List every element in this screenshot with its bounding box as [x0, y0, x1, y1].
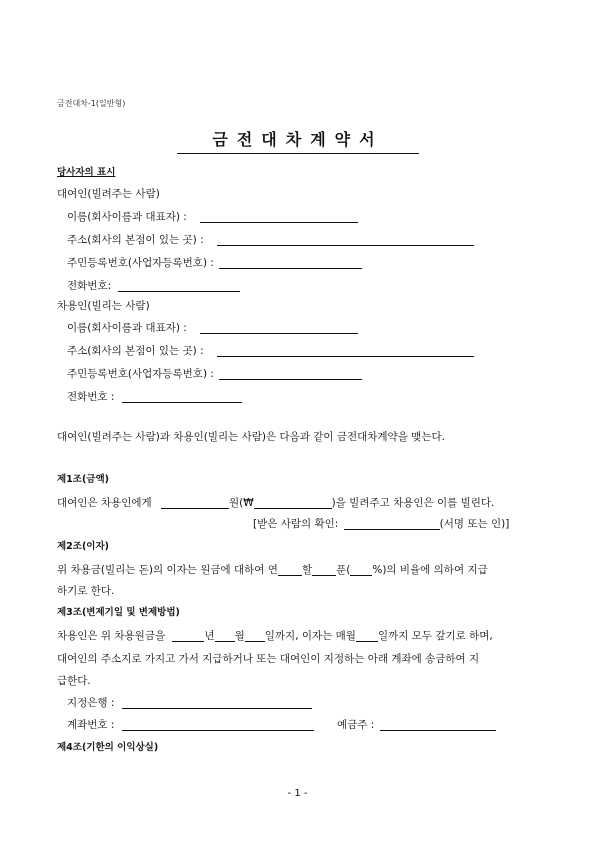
borrower-id-label: 주민등록번호(사업자등록번호) :: [67, 368, 214, 380]
article-1-text-b: 원(₩: [228, 497, 254, 509]
receipt-sign-note: (서명 또는 인)]: [439, 518, 510, 530]
borrower-address-line: [217, 346, 474, 357]
borrower-id-line: [219, 369, 362, 380]
lender-phone-label: 전화번호:: [67, 280, 112, 292]
borrower-address-field[interactable]: [67, 345, 474, 357]
holder-field[interactable]: [337, 719, 496, 731]
borrower-id-field[interactable]: [67, 368, 362, 380]
article-1-text-c: )을 빌려주고 차용인은 이를 빌린다.: [331, 497, 495, 509]
holder-label: 예금주 :: [337, 719, 375, 731]
article-3-text-b: 년: [204, 630, 215, 642]
article-1-line-1: [57, 497, 494, 509]
receipt-signature-blank[interactable]: [344, 519, 440, 530]
article-4-heading: 제4조(기한의 이익상실): [57, 742, 159, 753]
lender-address-label: 주소(회사의 본점이 있는 곳) :: [67, 234, 204, 246]
document-id: 금전대차-1(일반형): [57, 99, 126, 108]
lender-name-label: 이름(회사이름과 대표자) :: [67, 211, 187, 223]
lender-address-field[interactable]: [67, 234, 474, 246]
interest-percent-blank[interactable]: [350, 565, 372, 576]
parties-heading: 당사자의 표시: [57, 167, 116, 178]
article-2-text-d: %)의 비율에 의하여 지급: [372, 564, 488, 576]
bank-label: 지정은행 :: [67, 697, 115, 709]
lender-address-line: [217, 235, 474, 246]
article-2-text-a: 위 차용금(빌리는 돈)의 이자는 원금에 대하여 연: [57, 564, 278, 576]
article-2-heading: 제2조(이자): [57, 541, 110, 552]
borrower-name-field[interactable]: [67, 322, 358, 334]
borrower-name-label: 이름(회사이름과 대표자) :: [67, 322, 187, 334]
document-title: 금전대차계약서: [177, 127, 419, 154]
article-3-line-3: 급한다.: [57, 675, 91, 687]
borrower-phone-label: 전화번호 :: [67, 391, 115, 403]
receipt-confirmation: [253, 518, 509, 530]
article-2-line-1: [57, 564, 488, 576]
lender-id-field[interactable]: [67, 257, 362, 269]
article-3-text-e: 일까지 모두 갚기로 하며,: [377, 630, 493, 642]
article-3-text-c: 월: [234, 630, 245, 642]
due-day-blank[interactable]: [245, 631, 265, 642]
interest-rate-blank-1[interactable]: [278, 565, 302, 576]
amount-number-blank[interactable]: [254, 498, 332, 509]
lender-id-line: [219, 258, 362, 269]
lender-phone-field[interactable]: [67, 280, 240, 292]
article-3-heading: 제3조(변제기일 및 변제방법): [57, 607, 180, 618]
borrower-address-label: 주소(회사의 본점이 있는 곳) :: [67, 345, 204, 357]
borrower-label: 차용인(빌리는 사람): [57, 300, 150, 312]
article-3-text-d: 일까지, 이자는 매월: [264, 630, 356, 642]
receipt-label: [받은 사람의 확인:: [253, 518, 339, 530]
article-1-text-a: 대여인은 차용인에게: [57, 497, 152, 509]
borrower-name-line: [200, 323, 358, 334]
article-3-line-2: 대여인의 주소지로 가지고 가서 지급하거나 또는 대여인이 지정하는 아래 계좌에 송금하여 지: [57, 653, 480, 665]
bank-field[interactable]: [67, 697, 312, 709]
page-number: - 1 -: [287, 788, 308, 799]
article-2-text-b: 할: [301, 564, 313, 576]
intro-paragraph: 대여인(빌려주는 사람)과 차용인(빌리는 사람)은 다음과 같이 금전대차계약을 맺는다.: [57, 431, 445, 443]
amount-korean-blank[interactable]: [161, 498, 229, 509]
borrower-phone-field[interactable]: [67, 391, 242, 403]
article-2-line-2: 하기로 한다.: [57, 585, 115, 597]
lender-id-label: 주민등록번호(사업자등록번호) :: [67, 257, 214, 269]
lender-label: 대여인(빌려주는 사람): [57, 188, 160, 200]
account-field[interactable]: [67, 719, 314, 731]
holder-line: [380, 720, 496, 731]
account-line: [122, 720, 314, 731]
article-3-text-a: 차용인은 위 차용원금을: [57, 630, 166, 642]
lender-name-field[interactable]: [67, 211, 358, 223]
article-3-line-1: [57, 630, 493, 642]
lender-name-line: [200, 212, 358, 223]
article-1-heading: 제1조(금액): [57, 474, 110, 485]
lender-phone-line: [118, 281, 240, 292]
account-label: 계좌번호 :: [67, 719, 115, 731]
article-2-text-c: 푼(: [336, 564, 351, 576]
interest-day-blank[interactable]: [356, 631, 378, 642]
borrower-phone-line: [122, 392, 242, 403]
due-month-blank[interactable]: [215, 631, 235, 642]
due-year-blank[interactable]: [172, 631, 204, 642]
interest-rate-blank-2[interactable]: [312, 565, 336, 576]
bank-line: [122, 698, 312, 709]
